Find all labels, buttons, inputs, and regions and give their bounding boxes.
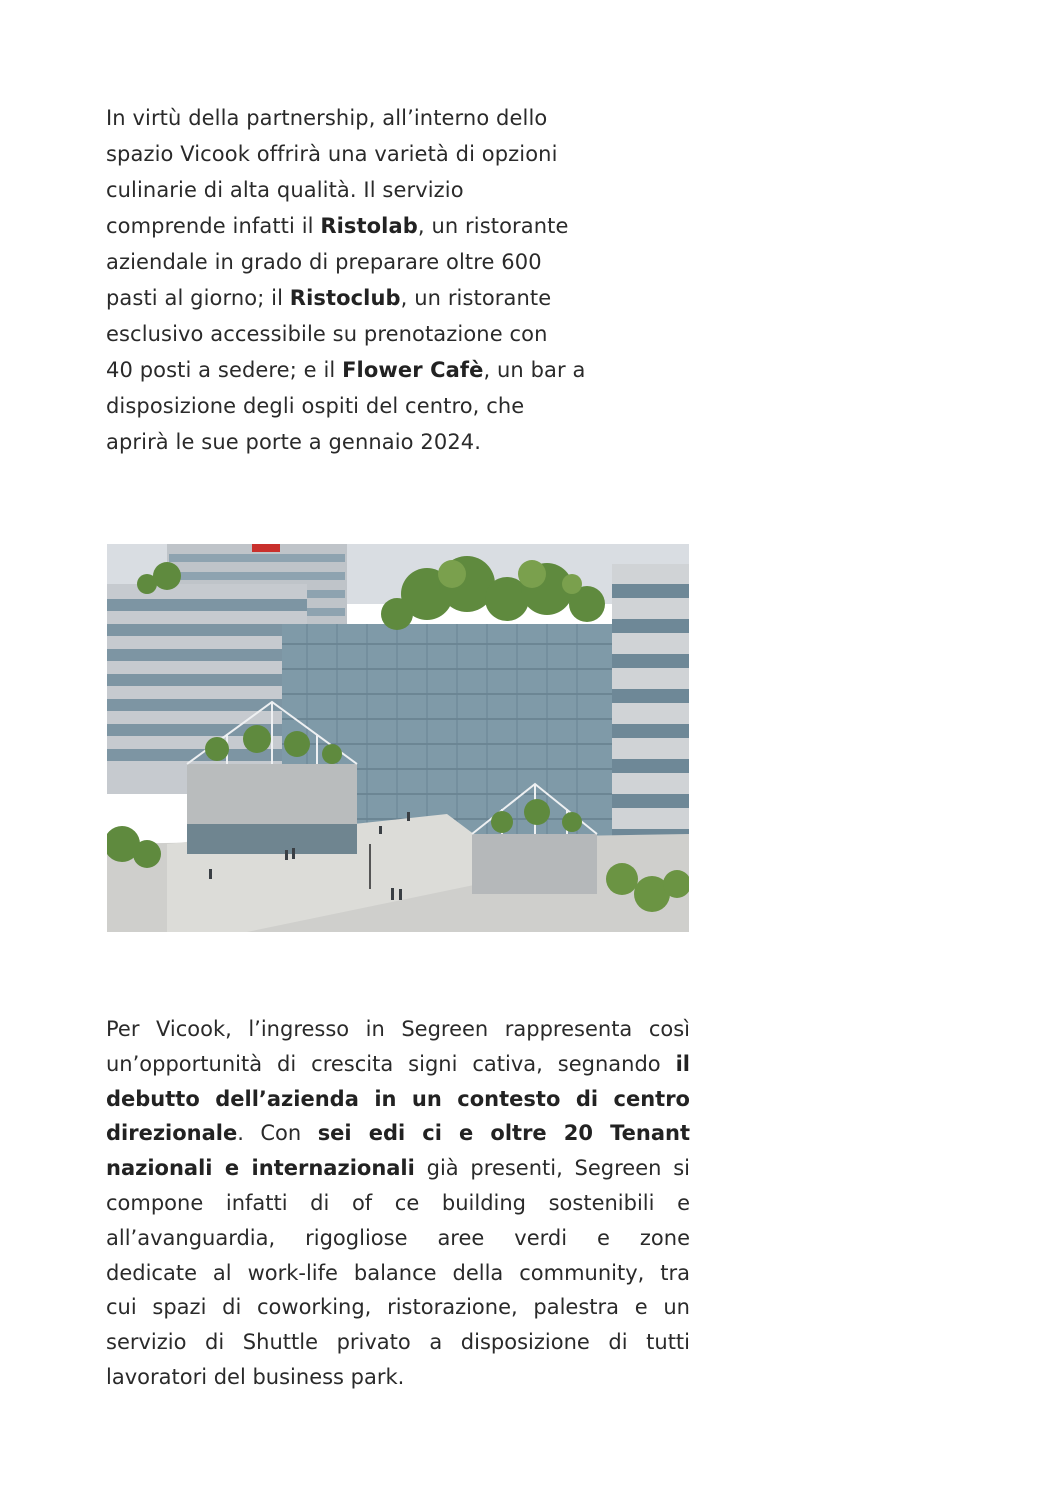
text-line: comprende infatti il Ristolab, un ristorante: [106, 214, 569, 238]
text-line: lavoratori del business park.: [106, 1364, 405, 1389]
text-line: 40 posti a sedere; e il Flower Cafè, un bar a: [106, 358, 586, 382]
text-line: disposizione degli ospiti del centro, che: [106, 394, 525, 418]
ristoclub-highlight: Ristoclub: [289, 286, 401, 310]
text-line: aprirà le sue porte a gennaio 2024.: [106, 430, 482, 454]
text-line: pasti al giorno; il Ristoclub, un ristorante: [106, 286, 552, 310]
text-line: culinarie di alta qualità. Il servizio: [106, 178, 464, 202]
text-line: spazio Vicook offrirà una varietà di opzioni: [106, 142, 558, 166]
text-line: esclusivo accessibile su prenotazione con: [106, 322, 548, 346]
flower-cafe-highlight: Flower Cafè: [342, 358, 484, 382]
text-line: servizio di Shuttle privato a disposizione di tutti: [106, 1330, 690, 1355]
paragraph-segreen: [106, 1012, 690, 1395]
paragraph-partnership: [106, 100, 606, 460]
ristolab-highlight: Ristolab: [320, 214, 418, 238]
text-line: debutto dell’azienda in un contesto di centro: [106, 1086, 690, 1111]
text-line: dedicate al work-life balance della community, tra: [106, 1260, 690, 1285]
segreen-building-photo: [107, 544, 689, 932]
text-line: In virtù della partnership, all’interno dello: [106, 106, 548, 130]
text-line: nazionali e internazionali già presenti, Segreen si: [106, 1156, 691, 1181]
text-line: compone infatti di of ce building sostenibili e: [106, 1190, 690, 1215]
text-line: cui spazi di coworking, ristorazione, palestra e un: [106, 1295, 690, 1320]
text-line: all’avanguardia, rigogliose aree verdi e zone: [106, 1225, 690, 1250]
text-line: un’opportunità di crescita signi cativa, segnando il: [106, 1051, 690, 1076]
text-line: Per Vicook, l’ingresso in Segreen rappresenta così: [106, 1017, 690, 1041]
text-line: direzionale. Con sei edi ci e oltre 20 Tenant: [106, 1121, 690, 1146]
text-line: aziendale in grado di preparare oltre 600: [106, 250, 542, 274]
